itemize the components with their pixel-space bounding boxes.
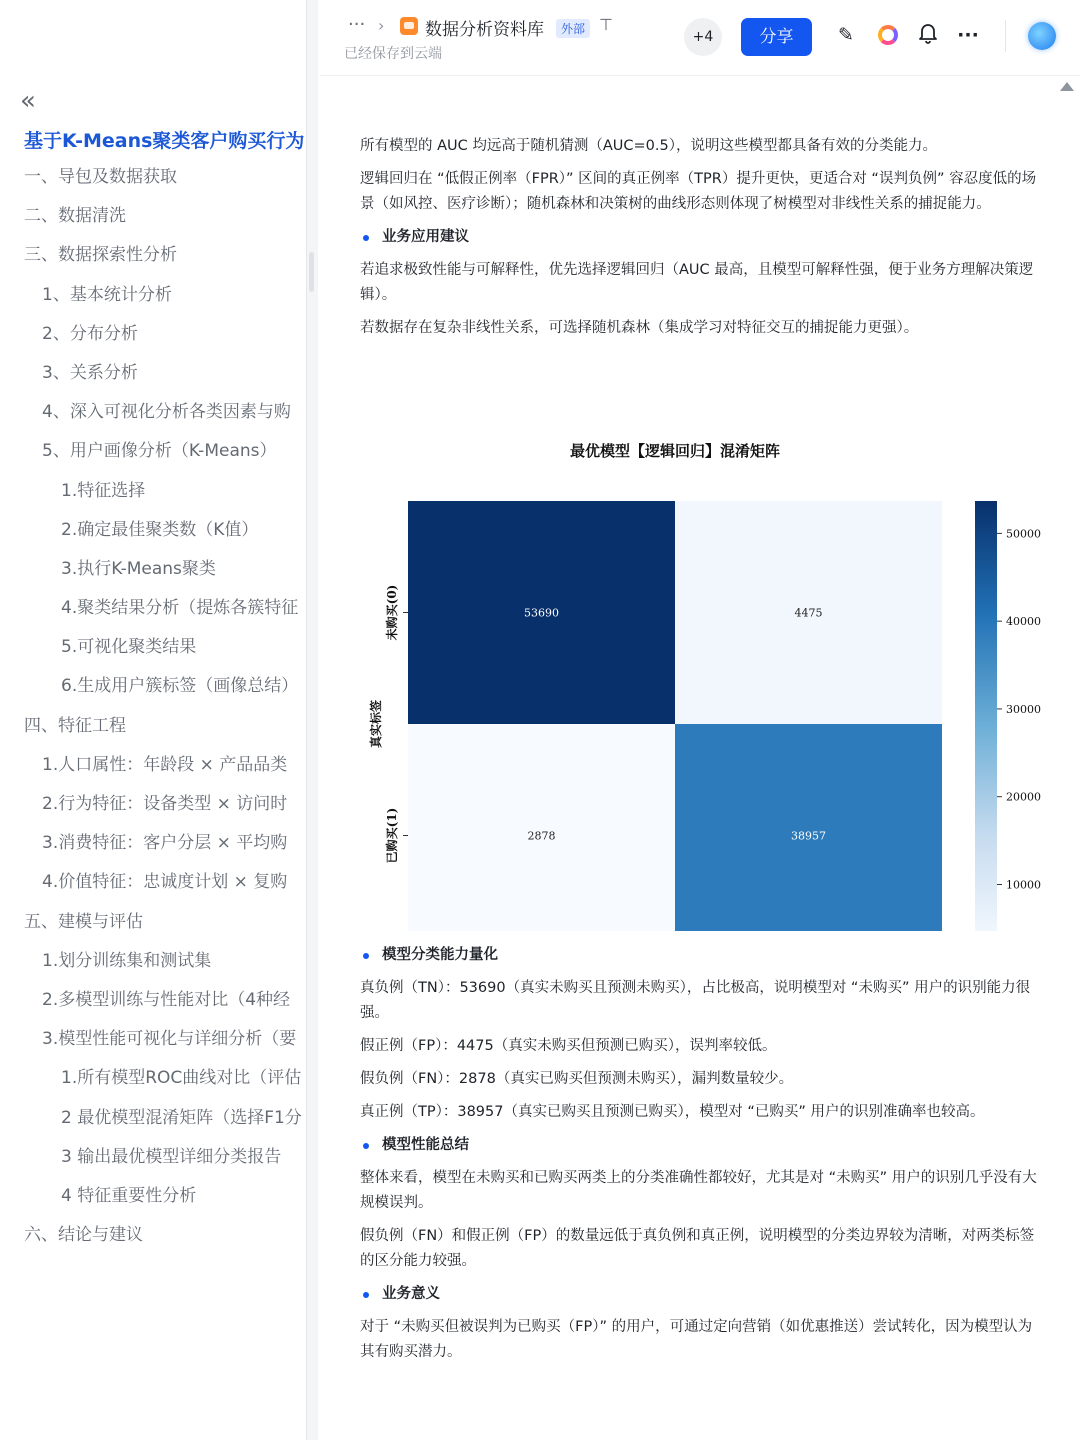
- outline-item[interactable]: 2.多模型训练与性能对比（4种经: [42, 989, 291, 1010]
- outline-item[interactable]: 1.所有模型ROC曲线对比（评估: [61, 1068, 302, 1089]
- save-status: 已经保存到云端: [344, 46, 442, 62]
- chart-title: 最优模型【逻辑回归】混淆矩阵: [569, 442, 781, 460]
- cell-value-label: 4475: [794, 606, 823, 620]
- more-options-icon[interactable]: ···: [957, 24, 979, 46]
- paragraph: 逻辑回归在 “低假正例率（FPR）” 区间的真正例率（TPR）提升更快，更适合对 “误判负例” 容忍度低的场景（如风控、医疗诊断）；随机森林和决策树的曲线形态则体现了树模型对非线性关系的捕捉能力。: [360, 171, 1037, 212]
- colorbar-tick-label: 50000: [1006, 527, 1041, 541]
- pin-icon[interactable]: ⊤: [599, 15, 613, 34]
- paragraph: 对于 “未购买但被误判为已购买（FP）” 的用户，可通过定向营销（如优惠推送）尝试转化，因为模型认为其有购买潜力。: [360, 1319, 1033, 1360]
- scroll-up-arrow-icon[interactable]: [1060, 82, 1074, 91]
- y-tick-label: 已购买(1): [385, 807, 399, 864]
- paragraph: 真正例（TP）：38957（真实已购买且预测已购买），模型对 “已购买” 用户的识别准确率也较高。: [360, 1104, 985, 1120]
- outline-sidebar: [0, 0, 306, 1440]
- outline-item[interactable]: 三、数据探索性分析: [24, 245, 177, 266]
- sidebar-scrollbar[interactable]: [306, 0, 318, 1440]
- paragraph: 假正例（FP）：4475（真实未购买但预测已购买），误判率较低。: [360, 1038, 777, 1054]
- share-button[interactable]: 分享: [741, 18, 812, 56]
- colorbar-tick-label: 20000: [1006, 790, 1041, 804]
- outline-title[interactable]: 基于K-Means聚类客户购买行为: [24, 130, 305, 152]
- smart-assistant-icon[interactable]: [1028, 22, 1056, 50]
- outline-item[interactable]: 二、数据清洗: [24, 206, 126, 227]
- paragraph: 整体来看，模型在未购买和已购买两类上的分类准确性都较好，尤其是对 “未购买” 用户的识别几乎没有大规模误判。: [360, 1170, 1037, 1211]
- paragraph: 真负例（TN）：53690（真实未购买且预测未购买），占比极高，说明模型对 “未购买” 用户的识别能力很强。: [360, 980, 1031, 1021]
- top-bar: [320, 0, 1080, 76]
- outline-item[interactable]: 一、导包及数据获取: [24, 167, 177, 187]
- confusion-matrix-figure: [360, 367, 1044, 931]
- document-body: [360, 134, 1044, 1373]
- toolbar-divider: [1005, 20, 1006, 52]
- outline-item[interactable]: 1、基本统计分析: [42, 284, 172, 305]
- doc-title[interactable]: 数据分析资料库: [425, 20, 544, 40]
- sidebar-scroll-thumb[interactable]: [309, 252, 314, 292]
- collapse-sidebar-icon[interactable]: «: [20, 86, 30, 116]
- bullet-heading: 业务意义: [360, 1282, 1044, 1307]
- paragraph: 所有模型的 AUC 均远高于随机猜测（AUC=0.5），说明这些模型都具备有效的分类能力。: [360, 138, 937, 154]
- outline-item[interactable]: 3、关系分析: [42, 362, 138, 383]
- outline-item[interactable]: 2.行为特征：设备类型 × 访问时: [42, 794, 288, 814]
- paragraph: 若数据存在复杂非线性关系，可选择随机森林（集成学习对特征交互的捕捉能力更强）。: [360, 320, 919, 336]
- colorbar-tick-label: 40000: [1006, 615, 1041, 629]
- doc-folder-icon: [400, 17, 418, 35]
- cell-value-label: 38957: [791, 829, 826, 843]
- y-axis-label: 真实标签: [369, 699, 383, 749]
- bullet-heading: 模型分类能力量化: [360, 943, 1044, 968]
- outline-item[interactable]: 2.确定最佳聚类数（K值）: [61, 519, 259, 540]
- outline-item[interactable]: 6.生成用户簇标签（画像总结）: [61, 676, 299, 697]
- outline-item[interactable]: 3 输出最优模型详细分类报告: [61, 1146, 282, 1167]
- breadcrumb-separator-icon: ›: [378, 16, 385, 35]
- outline-item[interactable]: 5、用户画像分析（K-Means）: [42, 441, 277, 462]
- cell-value-label: 53690: [524, 606, 559, 620]
- bullet-heading: 业务应用建议: [360, 225, 1044, 250]
- ai-assistant-icon[interactable]: [875, 22, 901, 48]
- heatmap-cell: [675, 724, 942, 931]
- paragraph: 假负例（FN）和假正例（FP）的数量远低于真负例和真正例，说明模型的分类边界较为清晰，对两类标签的区分能力较强。: [360, 1228, 1035, 1269]
- outline-item[interactable]: 1.特征选择: [61, 480, 146, 501]
- outline-item[interactable]: 四、特征工程: [24, 715, 126, 736]
- outline-item[interactable]: 3.执行K-Means聚类: [61, 558, 216, 579]
- outline-item[interactable]: 4 特征重要性分析: [61, 1185, 197, 1206]
- heatmap-cell: [408, 724, 675, 931]
- paragraph: 假负例（FN）：2878（真实已购买但预测未购买），漏判数量较少。: [360, 1071, 794, 1087]
- confusion-matrix-chart: [360, 367, 1044, 931]
- outline-item[interactable]: 六、结论与建议: [24, 1225, 143, 1246]
- edit-pen-icon[interactable]: ✎: [838, 24, 854, 46]
- outline-item[interactable]: 1.划分训练集和测试集: [42, 950, 212, 971]
- collaborators-count[interactable]: +4: [684, 18, 722, 56]
- outline-item[interactable]: 3.消费特征：客户分层 × 平均购: [42, 833, 288, 854]
- outline-item[interactable]: 4、深入可视化分析各类因素与购: [42, 402, 291, 423]
- outline-item[interactable]: 五、建模与评估: [24, 911, 143, 932]
- colorbar-tick-label: 30000: [1006, 702, 1041, 716]
- y-tick-label: 未购买(0): [385, 584, 399, 641]
- outline-item[interactable]: 1.人口属性：年龄段 × 产品品类: [42, 754, 288, 775]
- colorbar-tick-label: 10000: [1006, 878, 1041, 892]
- cell-value-label: 2878: [527, 829, 556, 843]
- external-badge: 外部: [556, 19, 590, 38]
- outline-item[interactable]: 3.模型性能可视化与详细分析（要: [42, 1029, 297, 1050]
- outline-item[interactable]: 4.价值特征：忠诚度计划 × 复购: [42, 872, 288, 893]
- outline-item[interactable]: 2 最优模型混淆矩阵（选择F1分: [61, 1107, 302, 1128]
- bullet-heading: 模型性能总结: [360, 1133, 1044, 1158]
- outline-item[interactable]: 2、分布分析: [42, 323, 138, 344]
- outline-item[interactable]: 4.聚类结果分析（提炼各簇特征: [61, 598, 299, 619]
- more-breadcrumb-icon[interactable]: ···: [348, 14, 366, 35]
- colorbar: [975, 501, 997, 931]
- outline-list: [0, 158, 306, 1255]
- notification-bell-icon[interactable]: [915, 22, 941, 48]
- paragraph: 若追求极致性能与可解释性，优先选择逻辑回归（AUC 最高，且模型可解释性强，便于业务方理解决策逻辑）。: [360, 262, 1034, 303]
- outline-item[interactable]: 5.可视化聚类结果: [61, 637, 197, 658]
